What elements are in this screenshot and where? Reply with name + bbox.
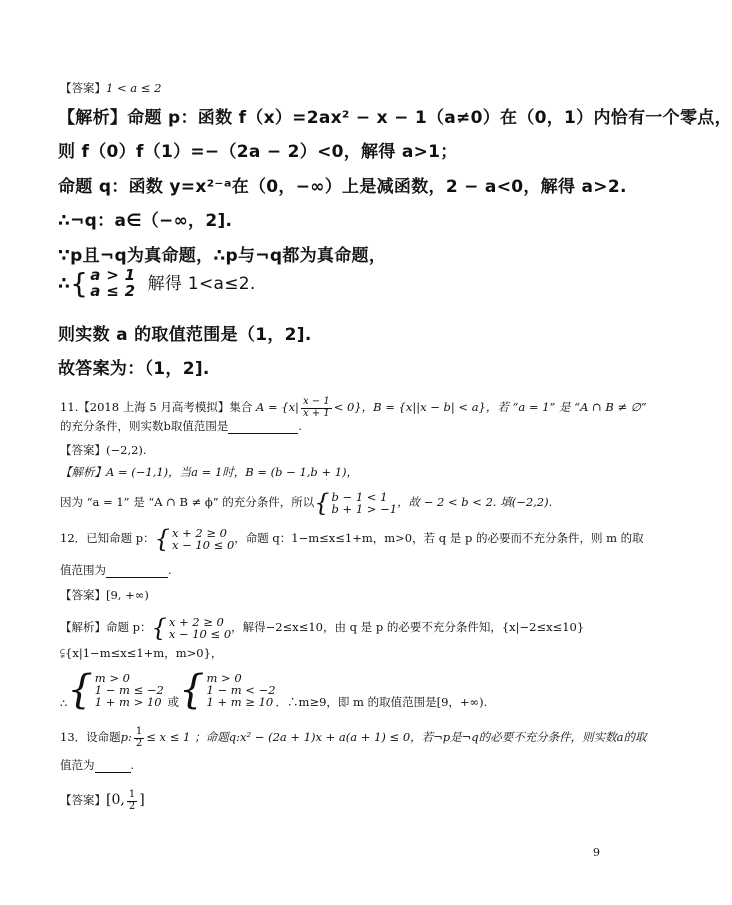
solve-result: 解得 1<a≤2. bbox=[147, 273, 256, 294]
answer-left: [0, bbox=[106, 792, 125, 808]
q13-fraction bbox=[134, 727, 144, 749]
inequality-system: { a > 1 a ≤ 2 bbox=[70, 266, 136, 300]
q13-line2-text: 值范为 bbox=[60, 758, 95, 772]
q12-line2-text: 值范围为 bbox=[60, 563, 106, 577]
answer-value: (−2,2). bbox=[106, 443, 147, 457]
system-bottom: x − 10 ≤ 0 bbox=[171, 538, 235, 553]
analysis-line-1: 【解析】命题 p：函数 f（x）=2ax² − x − 1（a≠0）在（0，1）内恰有一个零点， bbox=[58, 108, 732, 128]
therefore-symbol: ∴ bbox=[60, 696, 68, 710]
q12-suffix: ，命题 q：1−m≤x≤1+m，m>0，若 q 是 p 的必要而不充分条件，则 m 的取 bbox=[234, 531, 644, 546]
q12-result: ．∴m≥9，即 m 的取值范围是[9，+∞). bbox=[275, 695, 488, 709]
analysis-line-7: 则实数 a 的取值范围是（1，2]. bbox=[58, 325, 312, 345]
frac-denominator: 2 bbox=[135, 737, 143, 749]
q11-system: { b − 1 < 1 b + 1 > −1 bbox=[314, 489, 398, 518]
q11-condition: 的充分条件，则实数b取值范围是 bbox=[60, 419, 229, 433]
system-bottom: x − 10 ≤ 0 bbox=[168, 627, 232, 642]
q11-reason-prefix: 因为 “a = 1” 是 “A ∩ B ≠ ϕ” 的充分条件，所以 bbox=[60, 495, 315, 510]
q11-line-2 bbox=[60, 418, 302, 434]
analysis-line-5: ∵p且¬q为真命题，∴p与¬q都为真命题， bbox=[58, 246, 387, 266]
q11-fraction bbox=[301, 397, 332, 419]
q12-analysis-suffix: ，解得−2≤x≤10，由 q 是 p 的必要不充分条件知，{x|−2≤x≤10} bbox=[231, 620, 585, 635]
system-top: a > 1 bbox=[90, 266, 136, 284]
q12-system-2: { m > 0 1 − m < −2 1 + m ≥ 10 bbox=[179, 667, 276, 713]
answer-label: 【答案】 bbox=[60, 588, 106, 602]
q13-period: . bbox=[130, 758, 135, 772]
analysis-line-6 bbox=[58, 268, 256, 300]
system-row: m > 0 bbox=[94, 670, 130, 685]
answer-q10 bbox=[60, 80, 161, 96]
answer-label: 【答案】 bbox=[60, 793, 106, 807]
or-word: 或 bbox=[167, 695, 180, 709]
q11-answer bbox=[60, 442, 147, 458]
system-row: 1 − m < −2 bbox=[206, 682, 276, 697]
analysis-line-3: 命题 q：函数 y=x²⁻ᵃ在（0，−∞）上是减函数，2 − a<0，解得 a>2. bbox=[58, 177, 627, 197]
system-top: b − 1 < 1 bbox=[331, 490, 388, 504]
frac-denominator: x + 1 bbox=[302, 407, 330, 419]
q12-line-2 bbox=[60, 562, 172, 578]
q13-p-label: p: bbox=[120, 730, 132, 744]
q11-set-a-left: A = {x| bbox=[256, 400, 299, 414]
answer-right: ] bbox=[139, 792, 145, 808]
q13-p-rest: ≤ x ≤ 1 bbox=[146, 730, 191, 744]
system-row: 1 − m ≤ −2 bbox=[94, 682, 164, 697]
q13-prefix: 13．设命题 bbox=[60, 730, 121, 744]
q12-systems bbox=[60, 667, 488, 713]
q12-line-1 bbox=[60, 525, 644, 554]
q13-line-1 bbox=[60, 727, 647, 749]
frac-denominator: 2 bbox=[128, 800, 136, 812]
q12-system-1: { m > 0 1 − m ≤ −2 1 + m > 10 bbox=[67, 667, 164, 713]
system-top: x + 2 ≥ 0 bbox=[171, 526, 227, 540]
answer-blank bbox=[95, 771, 131, 773]
q12-analysis-prefix: 【解析】命题 p： bbox=[60, 620, 152, 635]
analysis-line-8: 故答案为：（1，2]. bbox=[58, 359, 210, 379]
therefore-symbol: ∴ bbox=[58, 273, 71, 294]
q12-system: { x + 2 ≥ 0 x − 10 ≤ 0 bbox=[154, 525, 235, 554]
frac-numerator: 1 bbox=[135, 726, 143, 737]
system-row: m > 0 bbox=[206, 670, 242, 685]
answer-value: [9, +∞) bbox=[106, 588, 149, 602]
q11-set-b: ，B = {x||x − b| < a}，若 “a = 1” 是 “A ∩ B ≠ ∅” bbox=[361, 400, 647, 414]
frac-numerator: 1 bbox=[128, 789, 136, 800]
q13-line-2 bbox=[60, 757, 134, 773]
system-top: x + 2 ≥ 0 bbox=[168, 615, 224, 629]
q12-analysis-line-2: ⫋{x|1−m≤x≤1+m，m>0}， bbox=[60, 646, 223, 660]
q11-period: . bbox=[298, 419, 303, 433]
answer-label: 【答案】 bbox=[60, 443, 106, 457]
q12-analysis-system: { x + 2 ≥ 0 x − 10 ≤ 0 bbox=[151, 614, 232, 643]
system-bottom: a ≤ 2 bbox=[90, 281, 136, 300]
q12-period: . bbox=[168, 563, 172, 577]
q11-line-1 bbox=[60, 397, 647, 419]
answer-blank bbox=[228, 432, 298, 434]
q12-answer bbox=[60, 587, 149, 603]
answer-value: 1 < a ≤ 2 bbox=[106, 81, 162, 95]
system-row: 1 + m ≥ 10 bbox=[206, 695, 274, 710]
frac-numerator: x − 1 bbox=[302, 396, 330, 407]
q11-prefix: 11.【2018 上海 5 月高考模拟】集合 bbox=[60, 400, 253, 414]
answer-fraction bbox=[127, 790, 137, 812]
q11-set-a-right: < 0} bbox=[333, 400, 362, 414]
q13-q-part: ；命题q:x² − (2a + 1)x + a(a + 1) ≤ 0，若¬p是¬q的必要不充分条件，则实数a的取 bbox=[194, 730, 647, 744]
system-row: 1 + m > 10 bbox=[94, 695, 162, 710]
answer-label: 【答案】 bbox=[60, 81, 106, 95]
q13-answer bbox=[60, 790, 145, 812]
system-bottom: b + 1 > −1 bbox=[331, 502, 398, 517]
page-number: 9 bbox=[593, 846, 600, 859]
q12-analysis bbox=[60, 614, 585, 643]
q11-analysis: 【解析】A = (−1,1)，当a = 1时，B = (b − 1,b + 1)， bbox=[60, 465, 359, 479]
analysis-line-2: 则 f（0）f（1）=−（2a − 2）<0，解得 a>1； bbox=[58, 142, 458, 162]
analysis-line-4: ∴¬q：a∈（−∞，2]. bbox=[58, 211, 233, 231]
answer-blank bbox=[106, 576, 168, 578]
q11-reason bbox=[60, 489, 553, 518]
q12-prefix: 12．已知命题 p： bbox=[60, 531, 155, 546]
q11-reason-suffix: ，故 − 2 < b < 2. 填(−2,2). bbox=[397, 495, 553, 510]
